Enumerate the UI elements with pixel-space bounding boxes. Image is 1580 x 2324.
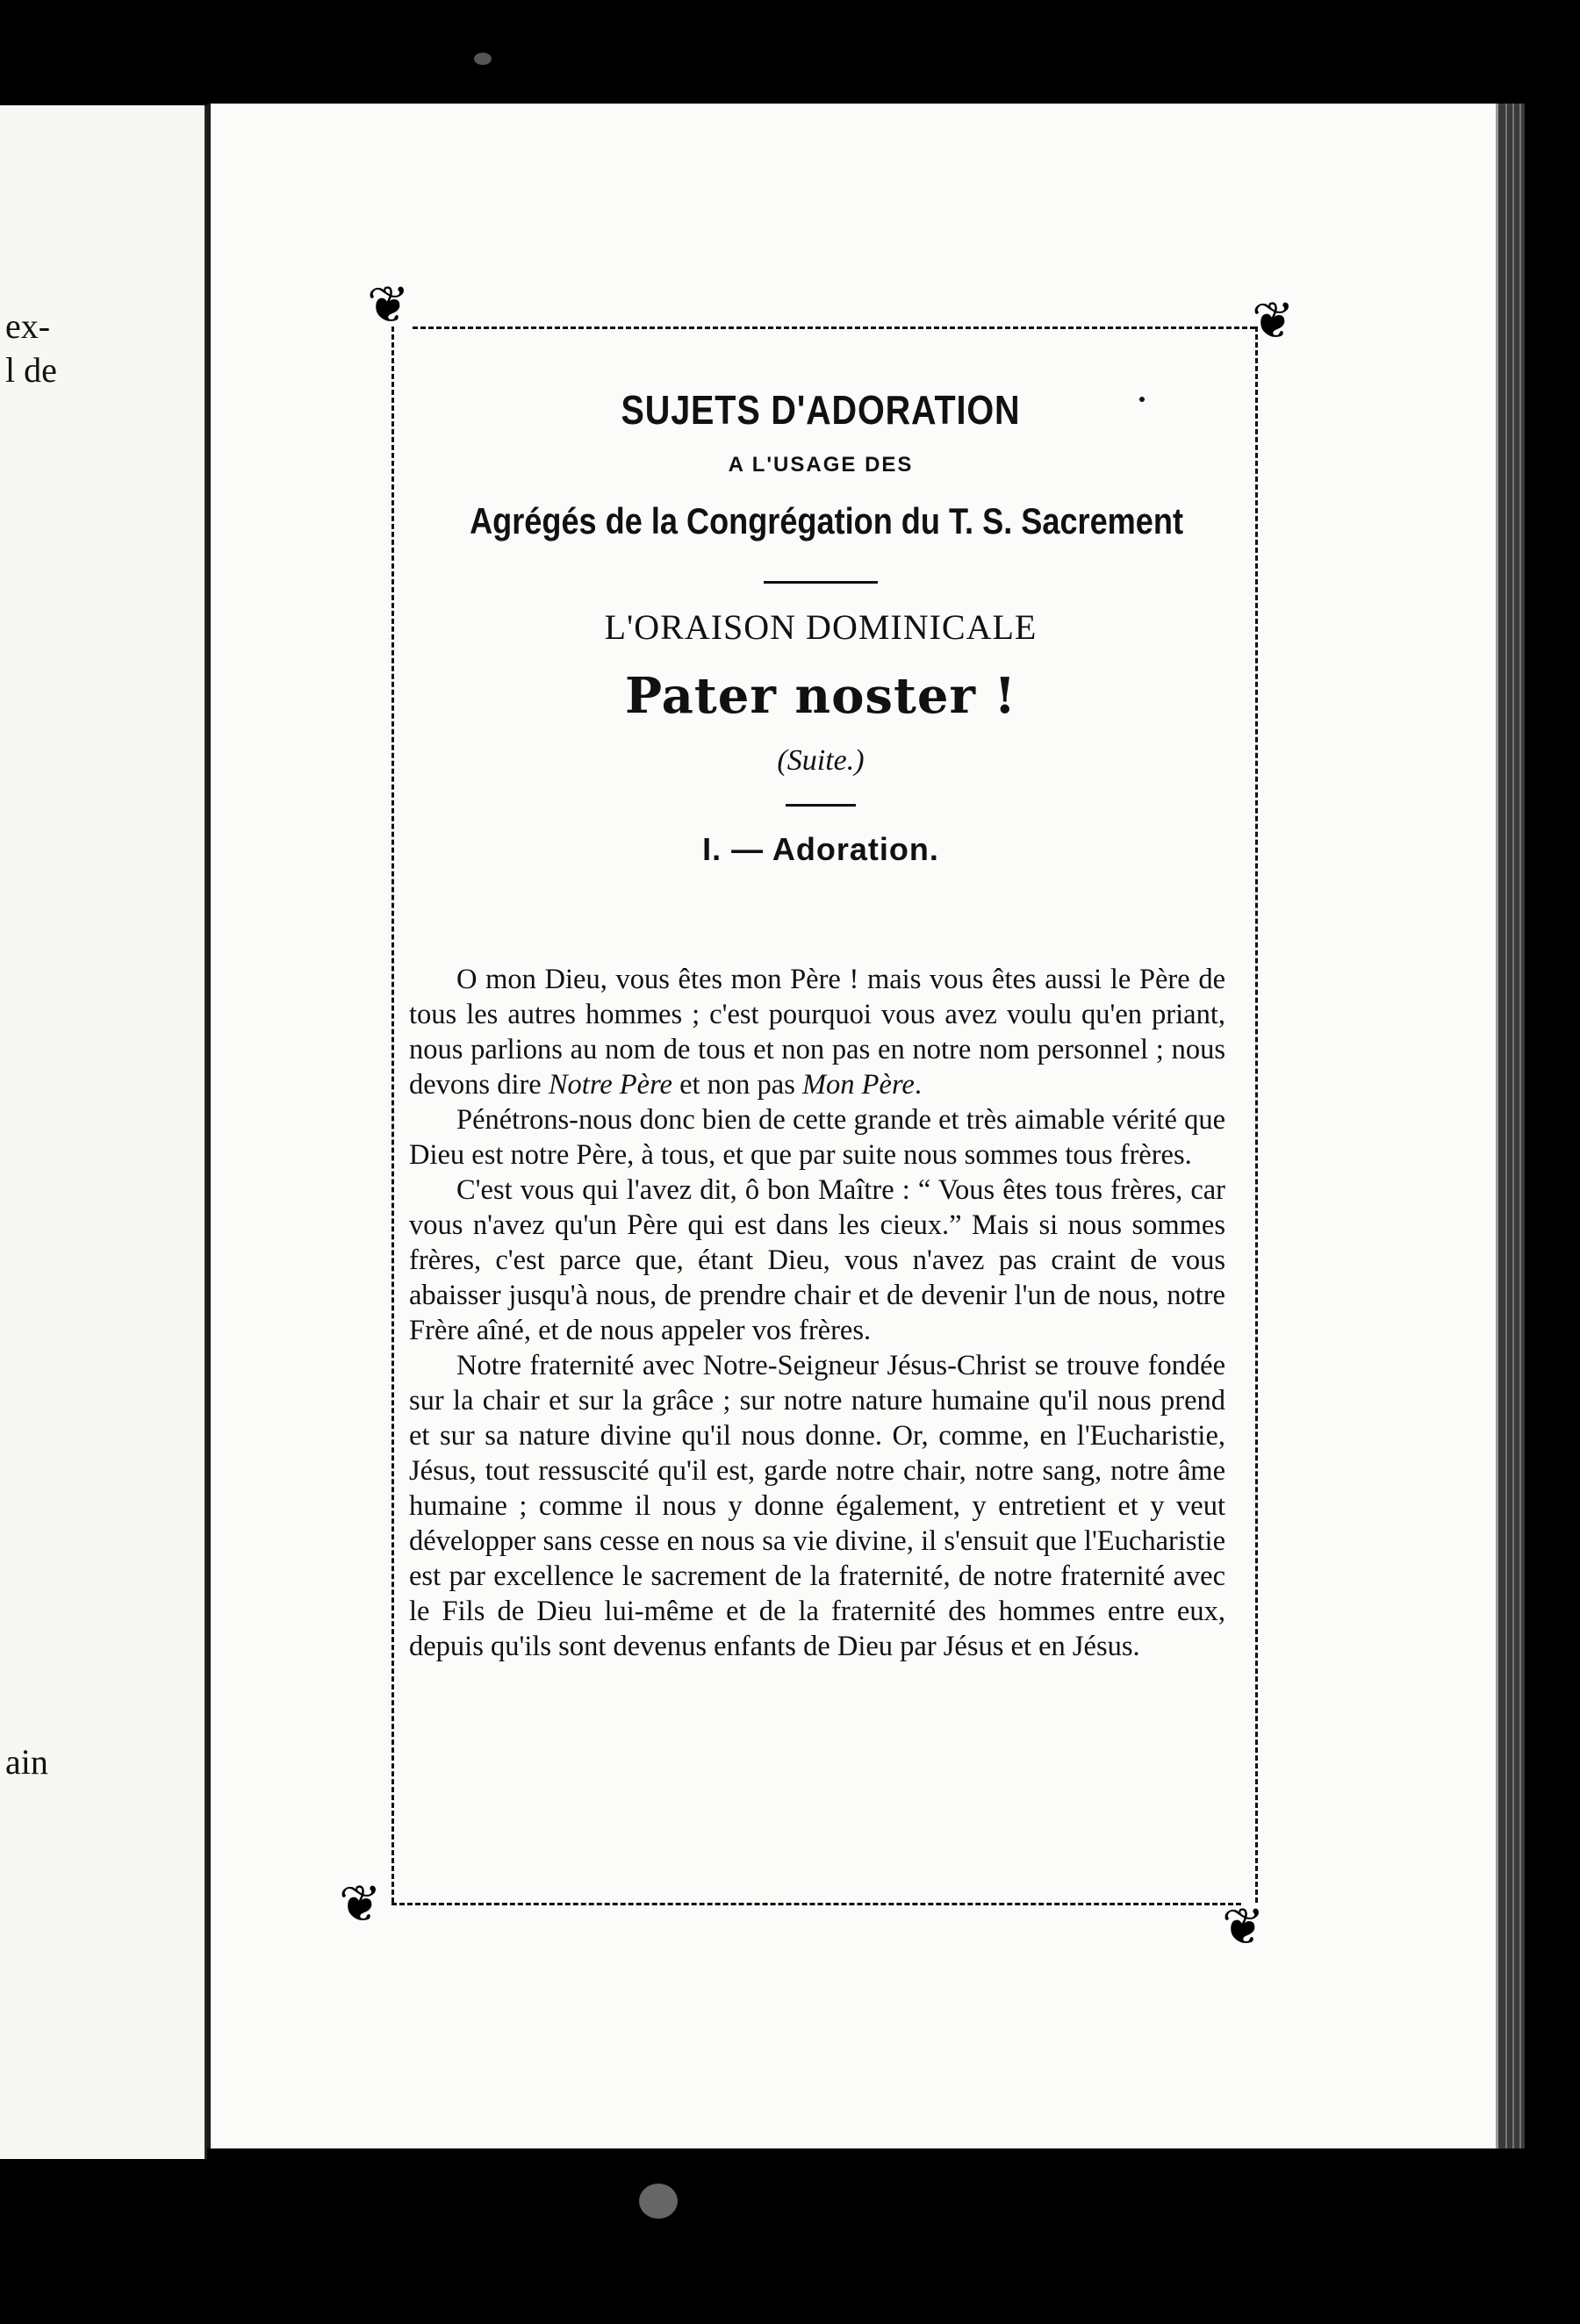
emphasis: Mon Père [801,1069,915,1101]
scan-speck [639,2184,678,2219]
body-text [409,962,1225,1664]
grape-leaf-ornament-icon: ❦ [339,1874,382,1933]
section-title: L'ORAISON DOMINICALE [604,607,1038,647]
frame-top-border [413,326,1255,329]
emphasis: Notre Père [548,1069,672,1101]
left-page-fragment: l de [5,350,57,390]
paragraph: O mon Dieu, vous êtes mon Père ! mais vous êtes aussi le Père de tous les autres hommes ; c'est pourquoi vous avez voulu qu'en priant, nous parlions au nom de tous et non pas en notre nom personnel ; nous devons dire Notre Père et non pas Mon Père. [409,964,1225,1101]
divider [764,581,878,584]
left-page-fragment: ex- [5,306,51,346]
prayer-title: Pater noster ! [624,667,1017,725]
congregation-title: Agrégés de la Congrégation du T. S. Sacrement [470,500,1183,542]
frame-right-border [1255,326,1258,1903]
part-heading: I. — Adoration. [702,831,939,867]
grape-leaf-ornament-icon: ❦ [367,275,410,334]
page-subtitle: A L'USAGE DES [728,453,914,477]
frame-bottom-border [391,1903,1241,1905]
frame-left-border [391,326,394,1903]
divider [786,804,856,807]
page-title: SUJETS D'ADORATION [621,387,1021,433]
paragraph: C'est vous qui l'avez dit, ô bon Maître : “ Vous êtes tous frères, car vous n'avez qu'un Père qui est dans les cieux.” Mais si nous sommes frères, c'est parce que, étant Dieu, vous n'avez pas craint de vous abaisser jusqu'à nous, de prendre chair et de devenir l'un de nous, notre Frère aîné, et de nous appeler vos frères. [409,1174,1225,1346]
left-page-fragment: ain [5,1742,48,1782]
grape-leaf-ornament-icon: ❦ [1252,290,1295,350]
page-edges [1496,104,1525,2148]
page-header [413,386,1229,868]
left-page [0,105,207,2159]
paragraph: Pénétrons-nous donc bien de cette grande et très aimable vérité que Dieu est notre Père, à tous, et que par suite nous sommes tous frères. [409,1104,1225,1171]
continuation-note: (Suite.) [777,744,865,777]
grape-leaf-ornament-icon: ❦ [1222,1897,1265,1956]
paragraph: Notre fraternité avec Notre-Seigneur Jésus-Christ se trouve fondée sur la chair et sur la grâce ; sur notre nature humaine qu'il nous prend et sur sa nature divine qu'il nous donne. Or, comme, en l'Eucharistie, Jésus, tout ressuscité qu'il est, garde notre chair, notre sang, notre âme humaine ; comme il nous y donne également, y entretient et y veut développer sans cesse en nous sa vie divine, il s'ensuit que l'Eucharistie est par excellence le sacrement de la fraternité, de notre fraternité avec le Fils de Dieu lui-même et de la fraternité des hommes entre eux, depuis qu'ils sont devenus enfants de Dieu par Jésus et en Jésus. [409,1350,1225,1662]
scan-speck [474,53,492,65]
scan-speck [1139,397,1145,402]
